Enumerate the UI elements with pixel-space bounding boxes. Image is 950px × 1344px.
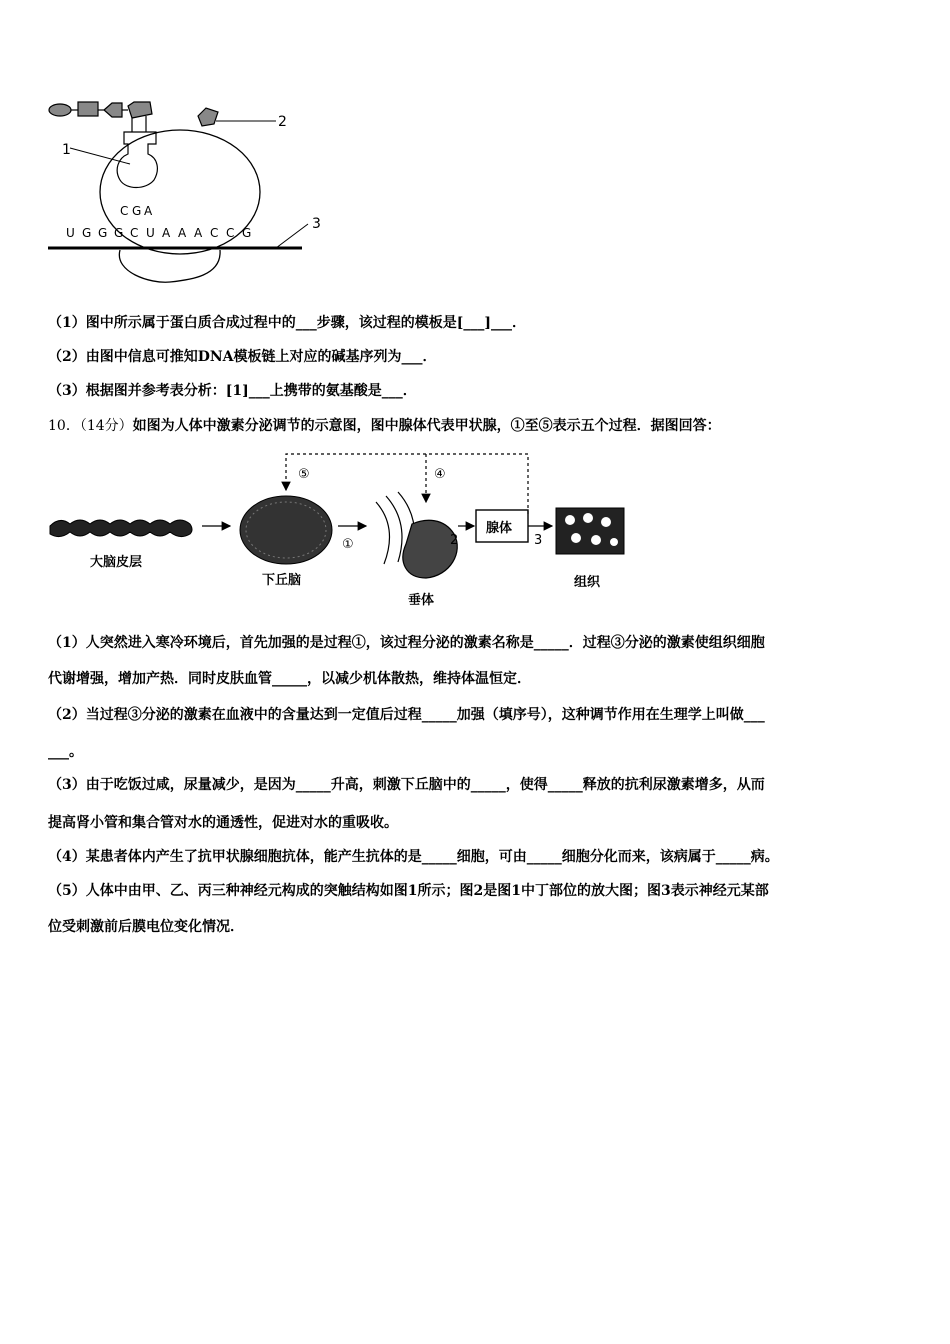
hypothalamus-shape — [240, 496, 332, 564]
q10-item: （1）人突然进入寒冷环境后，首先加强的是过程①，该过程分泌的激素名称是_____．过程③分泌的激素使组织细胞 — [48, 635, 765, 651]
pituitary-shape — [376, 492, 457, 578]
q10-item: （3）由于吃饭过咸，尿量减少，是因为_____升高，刺激下丘脑中的_____，使得_____释放的抗利尿激素增多，从而 — [48, 777, 765, 793]
node-gland: 腺体 — [486, 521, 513, 536]
mrna-base: G — [82, 226, 92, 240]
translation-diagram — [40, 92, 340, 292]
amino-acid-4 — [128, 102, 152, 118]
amino-acid-2 — [78, 102, 98, 116]
mrna-base: G — [98, 226, 108, 240]
mrna-bases — [66, 226, 251, 240]
mrna-base: A — [178, 226, 187, 240]
amino-acid-3 — [104, 103, 122, 117]
tissue-shape — [556, 508, 624, 554]
mrna-base: U — [66, 226, 75, 240]
label-2: 2 — [278, 114, 287, 130]
node-pituitary: 垂体 — [408, 593, 435, 608]
label-1: 1 — [62, 142, 71, 158]
trna — [117, 116, 157, 188]
q10-stem-text: 如图为人体中激素分泌调节的示意图，图中腺体代表甲状腺，①至⑤表示五个过程．据图回答： — [132, 418, 721, 434]
ribosome-small-subunit — [119, 250, 220, 282]
mrna-base: C — [130, 226, 139, 240]
node-cerebral-cortex: 大脑皮层 — [90, 555, 143, 570]
q10-item: 代谢增强，增加产热．同时皮肤血管_____，以减少机体散热，维持体温恒定． — [48, 671, 531, 687]
arrow-label-5: ⑤ — [298, 467, 310, 482]
q10-item: （5）人体中由甲、乙、丙三种神经元构成的突触结构如图1所示；图2是图1中丁部位的放大图；图3表示神经元某部 — [48, 883, 769, 899]
q9-item-1: （1）图中所示属于蛋白质合成过程中的___步骤，该过程的模板是[___]___． — [48, 315, 526, 331]
q10-item: 提高肾小管和集合管对水的通透性，促进对水的重吸收。 — [48, 815, 398, 831]
mrna-base: A — [162, 226, 171, 240]
q9-item-3: （3）根据图并参考表分析：[1]___上携带的氨基酸是___． — [48, 383, 417, 399]
arrow-label-2: 2 — [450, 533, 459, 548]
q9-item-2: （2）由图中信息可推知DNA模板链上对应的碱基序列为___． — [48, 349, 437, 365]
anticodon-base: A — [144, 204, 153, 218]
anticodon-base: C — [120, 204, 129, 218]
amino-acid-1 — [49, 104, 71, 116]
amino-acid-chain — [49, 102, 152, 118]
q10-stem — [48, 415, 721, 435]
free-amino-acid — [198, 108, 218, 126]
cerebral-cortex-shape — [50, 520, 192, 537]
mrna-base: G — [242, 226, 252, 240]
arrow-label-1: ① — [342, 537, 354, 552]
q10-number: 10．（14分） — [48, 418, 133, 434]
hormone-regulation-diagram — [46, 444, 646, 612]
node-tissue: 组织 — [574, 575, 601, 590]
arrow-label-3: 3 — [534, 533, 543, 548]
mrna-base: U — [146, 226, 155, 240]
q10-item: 位受刺激前后膜电位变化情况． — [48, 919, 244, 935]
mrna-base: A — [194, 226, 203, 240]
q10-item: （4）某患者体内产生了抗甲状腺细胞抗体，能产生抗体的是_____细胞，可由_____细胞分化而来，该病属于_____病。 — [48, 849, 779, 865]
q10-item: ___。 — [48, 744, 83, 760]
anticodon-base: G — [132, 204, 142, 218]
label-3: 3 — [312, 216, 321, 232]
mrna-base: C — [210, 226, 219, 240]
mrna-base: G — [114, 226, 124, 240]
q10-item: （2）当过程③分泌的激素在血液中的含量达到一定值后过程_____加强（填序号），这种调节作用在生理学上叫做___ — [48, 707, 765, 723]
mrna-base: C — [226, 226, 235, 240]
node-hypothalamus: 下丘脑 — [262, 573, 302, 588]
arrow-label-4: ④ — [434, 467, 446, 482]
